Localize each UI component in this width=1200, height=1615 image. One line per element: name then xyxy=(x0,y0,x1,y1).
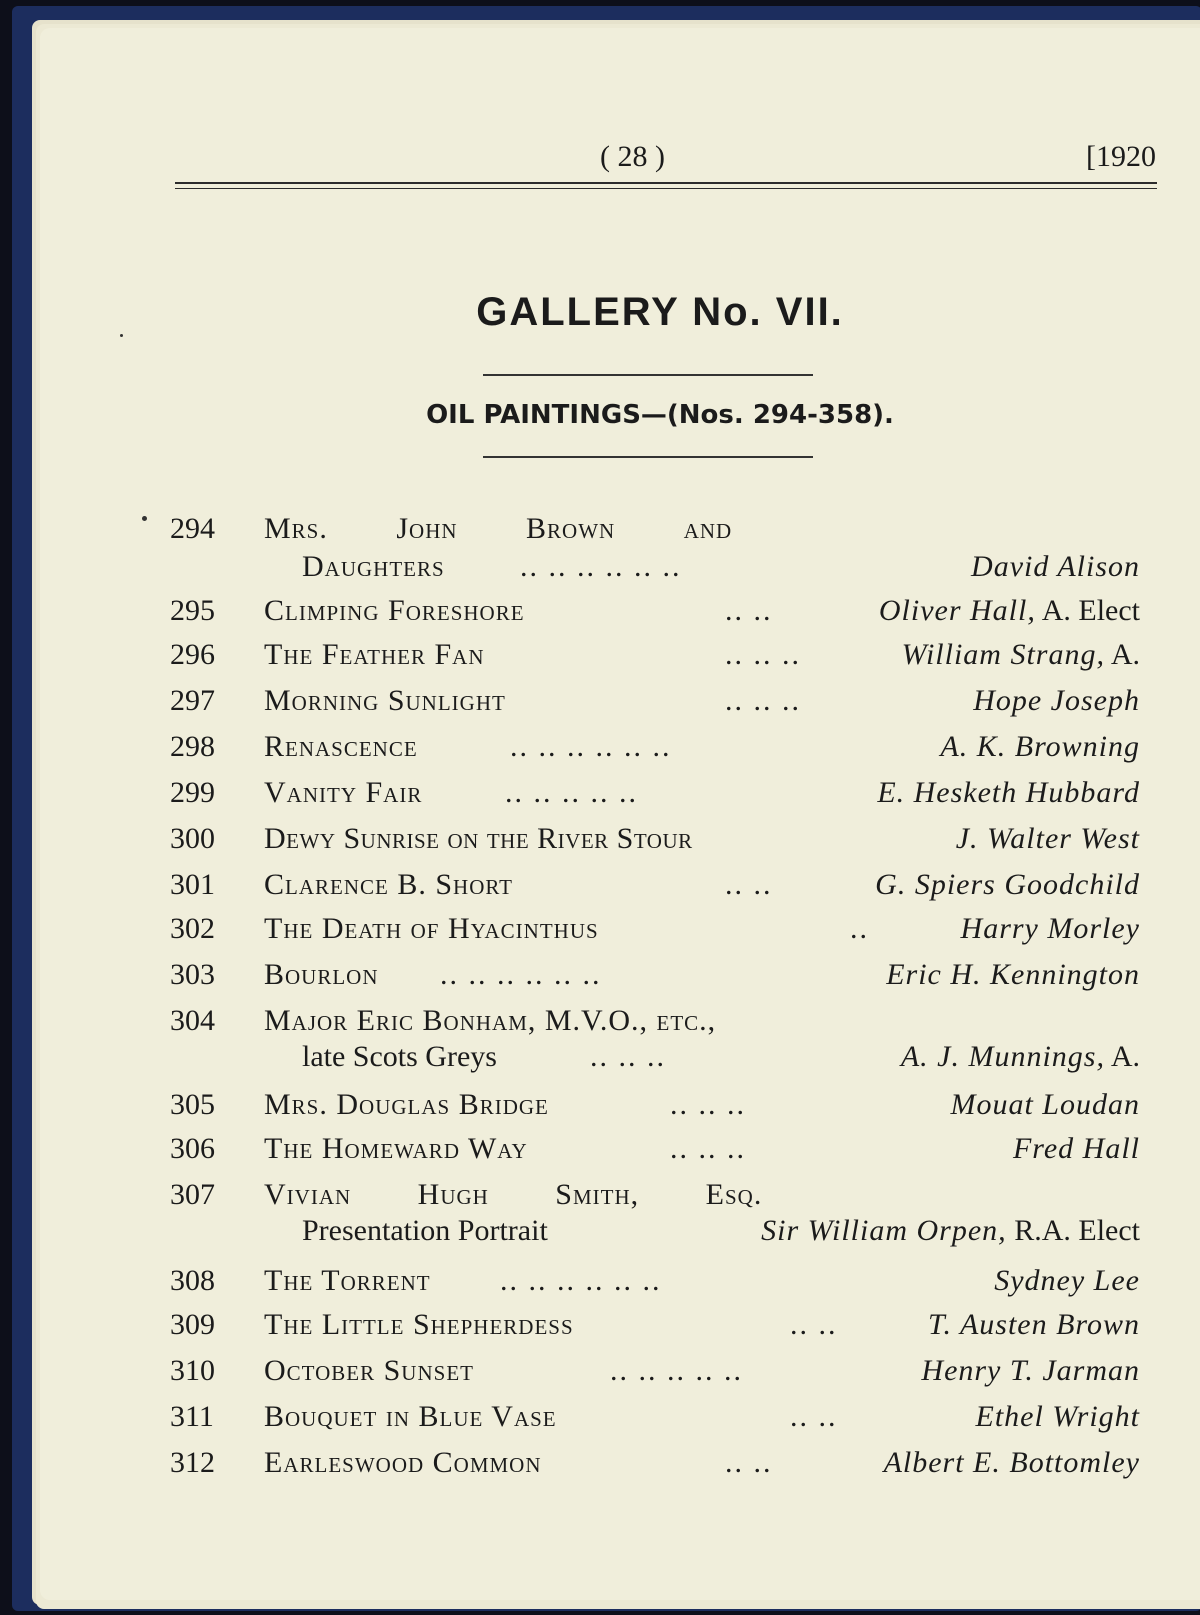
entry-artist: G. Spiers Goodchild xyxy=(875,868,1140,901)
page-number: ( 28 ) xyxy=(600,140,665,173)
entry-artist: Hope Joseph xyxy=(973,684,1140,717)
entry-title: Renascence xyxy=(264,730,418,763)
entry-number: 298 xyxy=(170,730,215,763)
entry-number: 299 xyxy=(170,776,215,809)
dot-leaders: .. .. .. xyxy=(670,1132,746,1165)
entry-number: 305 xyxy=(170,1088,215,1121)
entry-artist: Eric H. Kennington xyxy=(886,958,1140,991)
entry-title: The Feather Fan xyxy=(264,638,485,671)
entry-title: Major Eric Bonham, M.V.O., etc., xyxy=(264,1004,717,1037)
entry-title: October Sunset xyxy=(264,1354,474,1387)
section-title: OIL PAINTINGS—(Nos. 294-358). xyxy=(426,400,894,430)
dot-leaders: .. .. .. xyxy=(590,1040,666,1073)
dot-leaders: .. xyxy=(850,912,869,945)
entry-artist: Fred Hall xyxy=(1012,1132,1140,1165)
entry-title: Dewy Sunrise on the River Stour xyxy=(264,822,693,855)
entry-artist: Sydney Lee xyxy=(994,1264,1140,1297)
entry-title: The Little Shepherdess xyxy=(264,1308,574,1341)
entry-number: 300 xyxy=(170,822,215,855)
entry-title: Mrs. John Brown and xyxy=(264,512,733,545)
entry-number: 306 xyxy=(170,1132,215,1165)
entry-number: 295 xyxy=(170,594,215,627)
entry-number: 302 xyxy=(170,912,215,945)
entry-artist: Henry T. Jarman xyxy=(921,1354,1140,1387)
dot-leaders: .. .. .. xyxy=(670,1088,746,1121)
entry-artist: David Alison xyxy=(971,550,1140,583)
entry-number: 307 xyxy=(170,1178,215,1211)
entry-title-cont: Presentation Portrait xyxy=(302,1214,548,1247)
entry-title: The Torrent xyxy=(264,1264,431,1297)
entry-artist: A. J. Munnings, A. xyxy=(900,1040,1140,1073)
entry-number: 312 xyxy=(170,1446,215,1479)
dot-leaders: .. .. .. .. .. .. xyxy=(440,958,602,991)
entry-title: Mrs. Douglas Bridge xyxy=(264,1088,549,1121)
entry-title: Morning Sunlight xyxy=(264,684,506,717)
ink-speck xyxy=(120,334,123,337)
entry-number: 296 xyxy=(170,638,215,671)
dot-leaders: .. .. .. xyxy=(725,684,801,717)
entry-title: The Death of Hyacinthus xyxy=(264,912,599,945)
entry-number: 311 xyxy=(170,1400,214,1433)
entry-number: 303 xyxy=(170,958,215,991)
entry-artist: E. Hesketh Hubbard xyxy=(877,776,1140,809)
entry-artist: Harry Morley xyxy=(960,912,1140,945)
dot-leaders: .. .. xyxy=(725,594,773,627)
entry-number: 308 xyxy=(170,1264,215,1297)
dot-leaders: .. .. .. xyxy=(725,638,801,671)
entry-number: 297 xyxy=(170,684,215,717)
entry-title: Clarence B. Short xyxy=(264,868,513,901)
entry-title: Vivian Hugh Smith, Esq. xyxy=(264,1178,763,1211)
entry-title: Vanity Fair xyxy=(264,776,423,809)
entry-artist: Albert E. Bottomley xyxy=(883,1446,1140,1479)
entry-number: 310 xyxy=(170,1354,215,1387)
dot-leaders: .. .. .. .. .. .. xyxy=(520,550,682,583)
entry-artist: Mouat Loudan xyxy=(950,1088,1140,1121)
ink-speck xyxy=(142,516,147,521)
entry-artist: William Strang, A. xyxy=(901,638,1140,671)
entry-title-cont: late Scots Greys xyxy=(302,1040,497,1073)
gallery-title: GALLERY No. VII. xyxy=(476,290,844,334)
entry-title: Bouquet in Blue Vase xyxy=(264,1400,557,1433)
dot-leaders: .. .. .. .. .. xyxy=(505,776,638,809)
entry-number: 301 xyxy=(170,868,215,901)
dot-leaders: .. .. xyxy=(725,1446,773,1479)
dot-leaders: .. .. xyxy=(790,1308,838,1341)
entry-number: 309 xyxy=(170,1308,215,1341)
entry-list xyxy=(40,28,1200,1600)
entry-artist: J. Walter West xyxy=(955,822,1140,855)
entry-artist: A. K. Browning xyxy=(940,730,1140,763)
entry-title: Bourlon xyxy=(264,958,379,991)
entry-number: 304 xyxy=(170,1004,215,1037)
entry-title: Climping Foreshore xyxy=(264,594,525,627)
year-label: [1920 xyxy=(1086,140,1156,173)
dot-leaders: .. .. .. .. .. .. xyxy=(500,1264,662,1297)
dot-leaders: .. .. xyxy=(725,868,773,901)
entry-number: 294 xyxy=(170,512,215,545)
catalogue-page xyxy=(40,28,1200,1600)
entry-artist: T. Austen Brown xyxy=(928,1308,1140,1341)
dot-leaders: .. .. .. .. .. xyxy=(610,1354,743,1387)
entry-title: The Homeward Way xyxy=(264,1132,528,1165)
entry-title-cont: Daughters xyxy=(302,550,445,583)
entry-artist: Ethel Wright xyxy=(975,1400,1140,1433)
dot-leaders: .. .. xyxy=(790,1400,838,1433)
entry-artist: Sir William Orpen, R.A. Elect xyxy=(761,1214,1140,1247)
dot-leaders: .. .. .. .. .. .. xyxy=(510,730,672,763)
entry-artist: Oliver Hall, A. Elect xyxy=(878,594,1140,627)
entry-title: Earleswood Common xyxy=(264,1446,542,1479)
